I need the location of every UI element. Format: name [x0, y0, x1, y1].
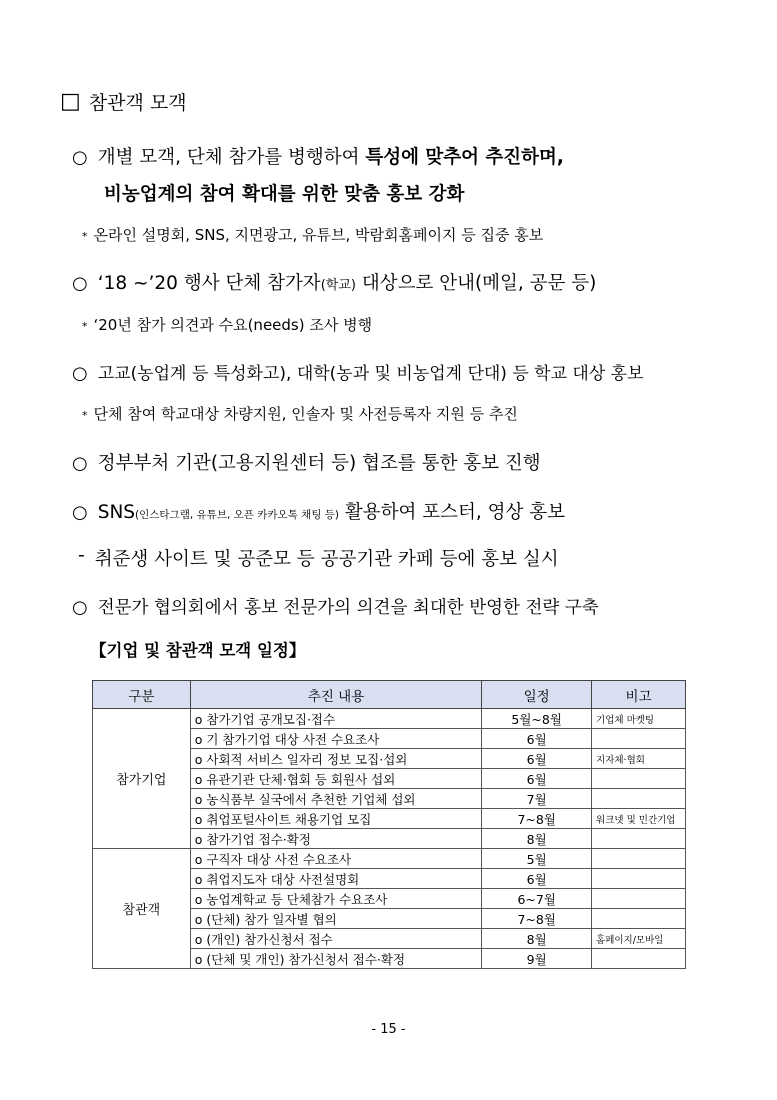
bullet-2	[72, 269, 596, 295]
row-note: 기업체 마켓팅	[592, 709, 686, 729]
asterisk-icon: *	[82, 230, 88, 243]
row-item: o (개인) 참가신청서 접수	[190, 929, 482, 949]
checkbox-icon: □	[60, 88, 81, 114]
row-note	[592, 729, 686, 749]
row-item: o 사회적 서비스 일자리 정보 모집·섭외	[190, 749, 482, 769]
row-item: o 유관기관 단체·협회 등 회원사 섭외	[190, 769, 482, 789]
table-row	[93, 849, 686, 869]
row-note: 홈페이지/모바일	[592, 929, 686, 949]
bullet-5-part2: 활용하여 포스터, 영상 홍보	[339, 502, 566, 523]
row-month: 6월	[482, 749, 592, 769]
section-heading-text: 참관객 모객	[88, 92, 187, 114]
bullet-1-text	[98, 143, 564, 169]
bullet-2-part2: 대상으로 안내(메일, 공문 등)	[355, 273, 597, 294]
header-note: 비고	[592, 681, 686, 709]
schedule-title: 【기업 및 참관객 모객 일정】	[90, 641, 306, 660]
row-item: o 기 참가기업 대상 사전 수요조사	[190, 729, 482, 749]
row-item: o (단체) 참가 일자별 협의	[190, 909, 482, 929]
row-month: 6월	[482, 729, 592, 749]
row-month: 6월	[482, 869, 592, 889]
bullet-5	[72, 498, 565, 524]
bullet-2-text	[98, 269, 597, 295]
bullet-1	[72, 143, 564, 169]
note-2-text: ‘20년 참가 의견과 수요(needs) 조사 병행	[93, 316, 373, 334]
dash-item-1-text: 취준생 사이트 및 공준모 등 공공기관 카페 등에 홍보 실시	[94, 549, 559, 570]
header-category: 구분	[93, 681, 191, 709]
schedule-table	[92, 680, 686, 969]
row-month: 9월	[482, 949, 592, 969]
note-2	[82, 314, 372, 335]
table-header-row	[93, 681, 686, 709]
row-month: 6~7월	[482, 889, 592, 909]
row-item: o 취업포털사이트 채용기업 모집	[190, 809, 482, 829]
bullet-5-small: (인스타그램, 유튜브, 오픈 카카오톡 채팅 등)	[135, 509, 340, 521]
bullet-4-text: 정부부처 기관(고용지원센터 등) 협조를 통한 홍보 진행	[97, 453, 541, 474]
row-note	[592, 829, 686, 849]
bullet-5-part1: SNS	[97, 502, 136, 523]
row-item: o 농업계학교 등 단체참가 수요조사	[190, 889, 482, 909]
row-month: 8월	[482, 929, 592, 949]
row-month: 5월~8월	[482, 709, 592, 729]
row-note	[592, 909, 686, 929]
header-content: 추진 내용	[190, 681, 482, 709]
asterisk-icon: *	[82, 320, 88, 333]
row-month: 7월	[482, 789, 592, 809]
circle-bullet-icon: ○	[72, 273, 88, 294]
row-item: o (단체 및 개인) 참가신청서 접수·확정	[190, 949, 482, 969]
dash-icon: -	[78, 545, 85, 566]
asterisk-icon: *	[82, 409, 88, 422]
row-month: 5월	[482, 849, 592, 869]
circle-bullet-icon: ○	[72, 597, 88, 618]
group-label-visitor: 참관객	[93, 849, 191, 969]
bullet-1-line2: 비농업계의 참여 확대를 위한 맞춤 홍보 강화	[104, 184, 465, 205]
circle-bullet-icon: ○	[72, 453, 88, 474]
note-1-text: 온라인 설명회, SNS, 지면광고, 유튜브, 박람회홈페이지 등 집중 홍보	[93, 226, 544, 244]
row-note: 워크넷 및 민간기업	[592, 809, 686, 829]
bullet-1-emphasis: 특성에 맞추어 추진하며,	[365, 147, 564, 168]
row-note: 지자체·협회	[592, 749, 686, 769]
dash-item-1	[78, 545, 559, 571]
header-schedule: 일정	[482, 681, 592, 709]
bullet-4	[72, 449, 541, 475]
row-item: o 취업지도자 대상 사전설명회	[190, 869, 482, 889]
table-row	[93, 709, 686, 729]
note-3-text: 단체 참여 학교대상 차량지원, 인솔자 및 사전등록자 지원 등 추진	[93, 405, 518, 423]
page-number: - 15 -	[371, 1022, 406, 1037]
row-note	[592, 789, 686, 809]
circle-bullet-icon: ○	[72, 363, 88, 384]
row-note	[592, 869, 686, 889]
row-item: o 구직자 대상 사전 수요조사	[190, 849, 482, 869]
circle-bullet-icon: ○	[72, 147, 88, 168]
row-note	[592, 769, 686, 789]
bullet-5-text	[98, 498, 565, 524]
bullet-6	[72, 594, 599, 619]
note-3	[82, 403, 518, 424]
row-item: o 참가기업 접수·확정	[190, 829, 482, 849]
bullet-3-text: 고교(농업계 등 특성화고), 대학(농과 및 비농업계 단대) 등 학교 대상 홍보	[97, 364, 644, 384]
row-month: 8월	[482, 829, 592, 849]
row-month: 7~8월	[482, 909, 592, 929]
row-item: o 참가기업 공개모집·접수	[190, 709, 482, 729]
bullet-2-small: (학교)	[320, 278, 356, 293]
bullet-2-part1: ‘18 ~’20 행사 단체 참가자	[97, 273, 321, 294]
bullet-1-part1: 개별 모객, 단체 참가를 병행하여	[97, 147, 366, 168]
row-item: o 농식품부 실국에서 추천한 기업체 섭외	[190, 789, 482, 809]
row-month: 7~8월	[482, 809, 592, 829]
note-1	[82, 224, 543, 245]
bullet-3	[72, 359, 644, 384]
row-note	[592, 849, 686, 869]
row-note	[592, 949, 686, 969]
circle-bullet-icon: ○	[72, 502, 88, 523]
section-heading	[60, 88, 187, 115]
group-label-company: 참가기업	[93, 709, 191, 849]
bullet-6-text: 전문가 협의회에서 홍보 전문가의 의견을 최대한 반영한 전략 구축	[97, 598, 599, 618]
row-note	[592, 889, 686, 909]
row-month: 6월	[482, 769, 592, 789]
